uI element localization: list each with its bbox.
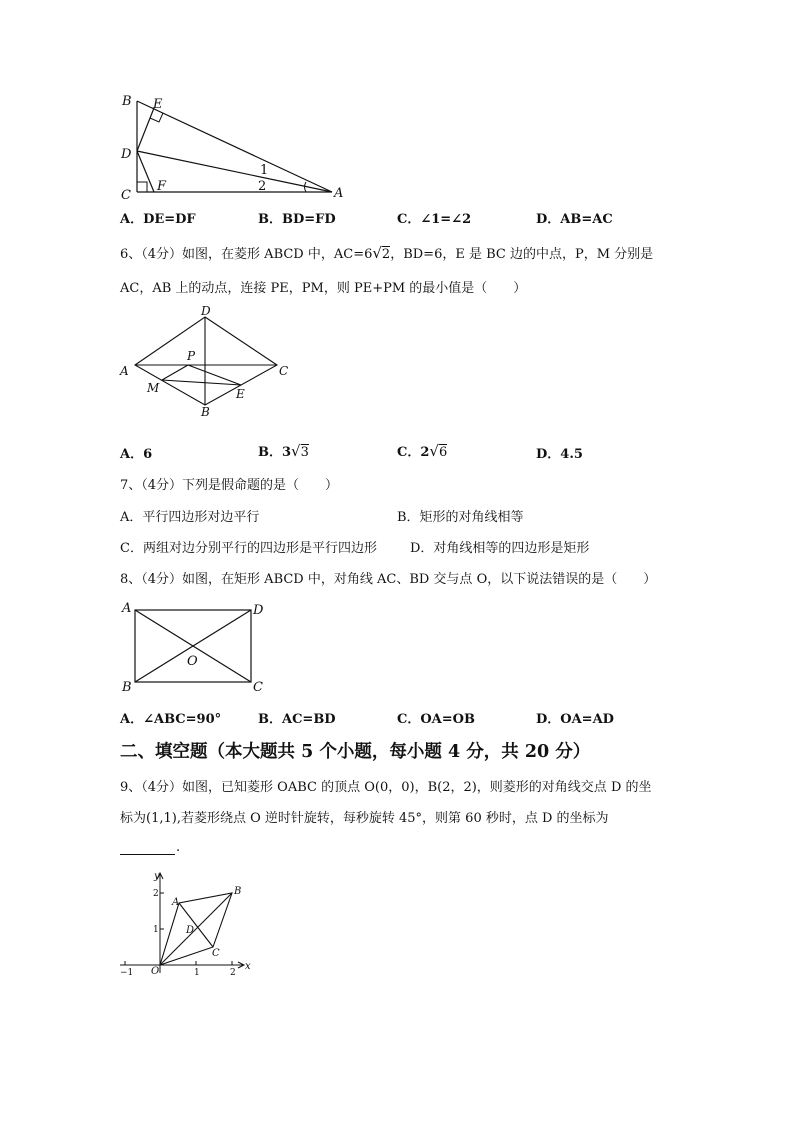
q5-label-a: A (334, 186, 344, 201)
q9-tick-label-x1: 1 (194, 968, 200, 978)
q8-label-c: C (253, 680, 263, 695)
q6-option-b-radicand: 3 (300, 445, 309, 460)
q6-label-e: E (236, 387, 245, 401)
q9-tick-label-y1: 1 (153, 925, 159, 935)
q8-option-a[interactable]: A．∠ABC=90° (120, 712, 222, 727)
q8-figure (115, 598, 275, 698)
q9-stem-line2: 标为(1,1),若菱形绕点 O 逆时针旋转，每秒旋转 45°，则第 60 秒时，点 D 的坐标为 (120, 811, 609, 826)
q9-label-d: D (186, 925, 195, 936)
q7-stem: 7、（4分）下列是假命题的是（ ） (120, 478, 339, 493)
q6-option-b[interactable] (258, 441, 309, 460)
sqrt-symbol: √ (372, 244, 382, 262)
q9-answer-blank[interactable] (120, 854, 175, 855)
q9-label-a: A (172, 897, 180, 908)
q5-label-b: B (122, 94, 132, 109)
q8-option-c[interactable]: C．OA=OB (397, 712, 475, 727)
q6-option-b-text: B．3 (258, 445, 292, 460)
q6-stem-line1-b: ，BD=6，E 是 BC 边的中点，P，M 分别是 (390, 247, 654, 262)
q5-segment-ba (137, 101, 332, 192)
q6-option-c-radicand: 6 (438, 445, 448, 460)
q6-label-b: B (201, 405, 210, 419)
q9-tick-label-xm1: −1 (120, 968, 134, 978)
q6-label-p: P (187, 349, 196, 363)
q7-option-b[interactable]: B．矩形的对角线相等 (397, 510, 524, 525)
q6-stem-line1 (120, 245, 653, 263)
q6-stem-line2: AC，AB 上的动点，连接 PE，PM，则 PE+PM 的最小值是（ ） (120, 281, 527, 296)
q9-axis-label-x: x (245, 961, 251, 972)
q5-segment-de (137, 108, 154, 151)
q8-stem: 8、（4分）如图，在矩形 ABCD 中，对角线 AC、BD 交与点 O，以下说法错误的是（ ） (120, 572, 657, 587)
q9-figure (115, 868, 260, 978)
q5-label-f: F (157, 179, 167, 194)
q5-figure (110, 88, 350, 203)
q9-tick-label-y2: 2 (153, 889, 159, 899)
sqrt-symbol: √ (291, 442, 301, 460)
q5-label-c: C (121, 188, 131, 203)
q6-label-a: A (120, 364, 129, 378)
q9-answer-period: . (176, 840, 181, 855)
q5-segment-da (137, 151, 332, 192)
q6-option-c-text: C．2 (397, 445, 430, 460)
q5-option-b[interactable]: B．BD=FD (258, 212, 336, 227)
q5-label-e: E (153, 97, 163, 112)
q7-option-d[interactable]: D．对角线相等的四边形是矩形 (410, 541, 590, 556)
q8-label-b: B (122, 680, 132, 695)
q6-option-d[interactable]: D．4.5 (536, 447, 583, 462)
q6-label-m: M (147, 381, 160, 395)
q6-option-c[interactable] (397, 441, 447, 460)
q5-segment-df (137, 151, 154, 192)
q7-option-a[interactable]: A．平行四边形对边平行 (120, 510, 260, 525)
q6-stem-line1-a: 6、（4分）如图，在菱形 ABCD 中，AC=6 (120, 247, 373, 262)
q9-axis-label-y: y (154, 871, 160, 882)
q9-label-o: O (151, 966, 160, 977)
q5-angle-1: 1 (260, 163, 269, 178)
q9-label-b: B (234, 886, 242, 897)
section-heading-fill-in: 二、填空题（本大题共 5 个小题，每小题 4 分，共 20 分） (120, 742, 591, 762)
q6-option-a[interactable]: A．6 (120, 447, 153, 462)
q7-option-c[interactable]: C．两组对边分别平行的四边形是平行四边形 (120, 541, 377, 556)
sqrt-symbol: √ (429, 442, 439, 460)
q5-option-d[interactable]: D．AB=AC (536, 212, 613, 227)
q8-label-a: A (122, 601, 132, 616)
q5-angle-2: 2 (258, 179, 267, 194)
q5-label-d: D (121, 147, 132, 162)
q8-option-d[interactable]: D．OA=AD (536, 712, 614, 727)
q8-label-d: D (253, 603, 264, 618)
q8-label-o: O (187, 654, 198, 669)
q9-stem-line1: 9、（4分）如图，已知菱形 OABC 的顶点 O(0，0)，B(2，2)，则菱形的对角线交点 D 的坐 (120, 780, 652, 795)
q6-segment-pm (162, 365, 188, 380)
q5-right-angle-c (137, 182, 147, 192)
q5-option-a[interactable]: A．DE=DF (120, 212, 196, 227)
q6-figure (115, 305, 295, 420)
q6-label-d: D (201, 305, 211, 318)
q5-option-c[interactable]: C．∠1=∠2 (397, 212, 472, 227)
q9-label-c: C (212, 948, 220, 959)
q8-option-b[interactable]: B．AC=BD (258, 712, 336, 727)
q6-label-c: C (279, 364, 289, 378)
q9-tick-label-x2: 2 (230, 968, 236, 978)
q6-stem-radicand: 2 (381, 247, 391, 262)
